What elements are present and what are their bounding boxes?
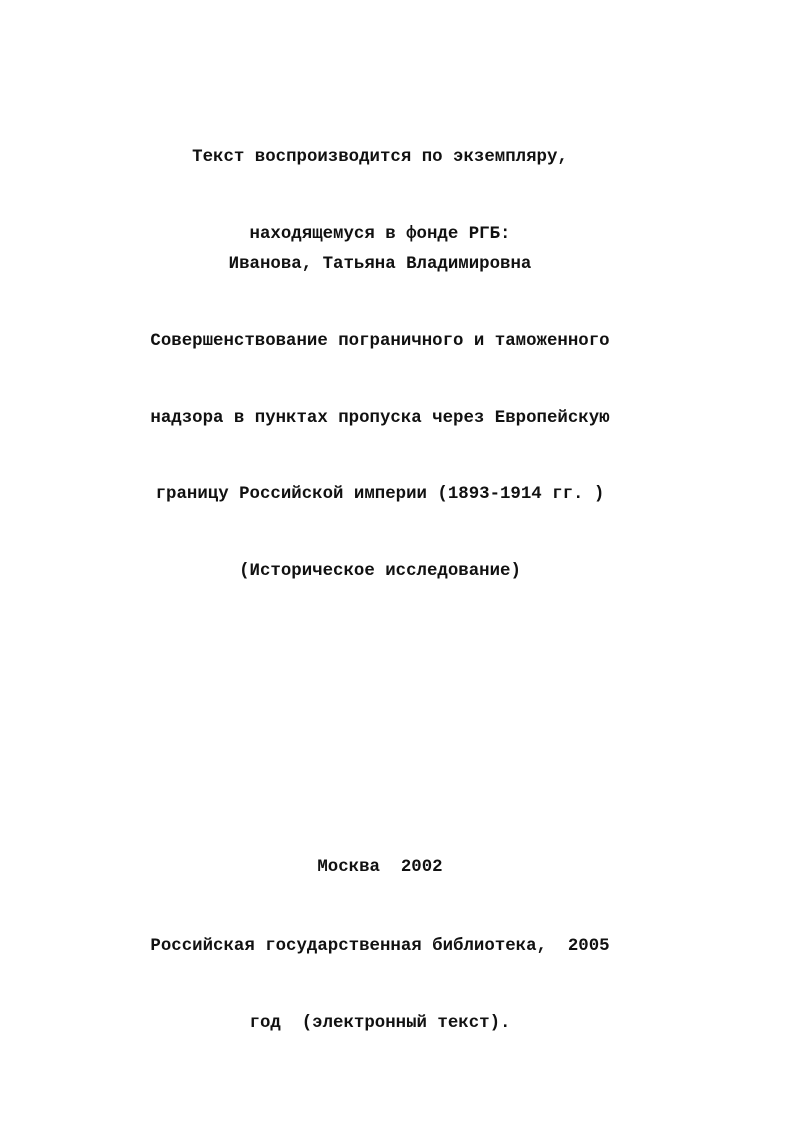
notice-line: Текст воспроизводится по экземпляру, — [192, 148, 568, 167]
notice-line: находящемуся в фонде РГБ: — [249, 224, 511, 244]
place-year-line: Москва 2002 — [317, 858, 443, 877]
library-footer — [0, 883, 760, 1087]
title-line: (Историческое исследование) — [239, 561, 521, 581]
title-line: границу Российской империи (1893-1914 гг. ) — [155, 485, 605, 504]
work-title — [0, 278, 760, 635]
author-line: Иванова, Татьяна Владимировна — [228, 255, 532, 274]
footer-line: Российская государственная библиотека, 2005 — [150, 937, 610, 956]
title-line: надзора в пунктах пропуска через Европейскую — [150, 408, 610, 428]
title-line: Совершенствование пограничного и таможенного — [150, 332, 610, 351]
footer-line: год (электронный текст). — [249, 1013, 511, 1033]
